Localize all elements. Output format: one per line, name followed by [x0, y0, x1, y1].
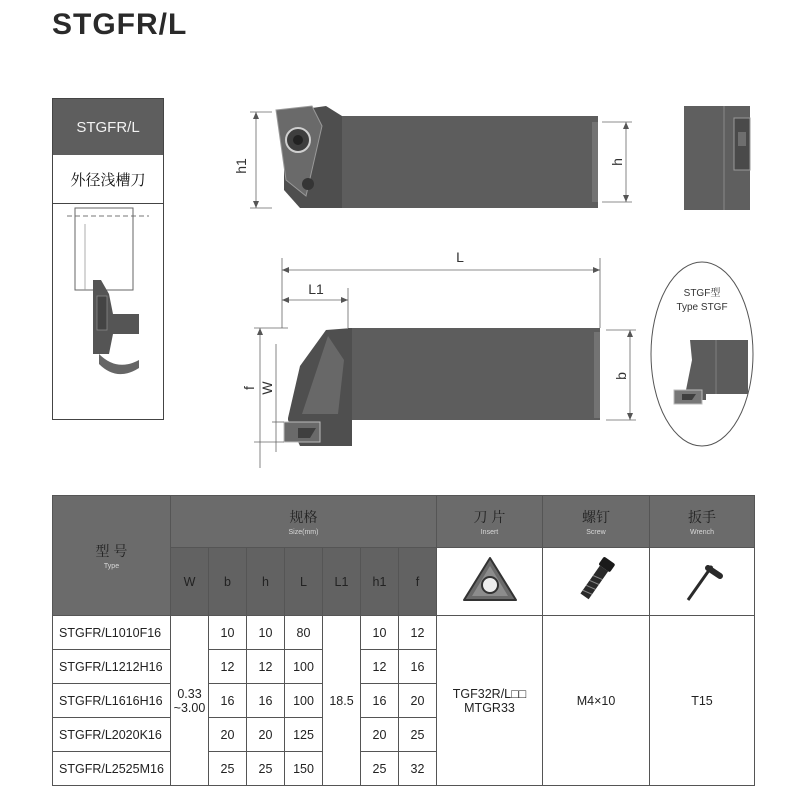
header-wrench: 扳手 Wrench: [650, 496, 755, 548]
tool-info-card: [52, 98, 164, 420]
screw-icon: [566, 554, 626, 606]
header-insert: 刀 片 Insert: [437, 496, 543, 548]
row-L: 100: [285, 684, 323, 718]
row-model: STGFR/L1212H16: [53, 650, 171, 684]
callout-type-cn: STGF型: [683, 288, 721, 299]
row-h: 10: [247, 616, 285, 650]
row-model: STGFR/L1616H16: [53, 684, 171, 718]
dim-f-label: f: [241, 386, 257, 390]
row-f: 32: [399, 752, 437, 786]
insert-value: TGF32R/L□□ MTGR33: [437, 616, 543, 786]
tool-top-view: [240, 238, 650, 473]
dim-h1-label: h1: [233, 158, 249, 174]
row-L1-value: 18.5: [323, 616, 361, 786]
col-W: W: [171, 548, 209, 616]
application-sketch: [53, 204, 163, 420]
row-b: 16: [209, 684, 247, 718]
row-h1: 20: [361, 718, 399, 752]
callout-type-en: Type STGF: [676, 302, 728, 313]
row-h1: 10: [361, 616, 399, 650]
row-model: STGFR/L1010F16: [53, 616, 171, 650]
wrench-value: T15: [650, 616, 755, 786]
col-L: L: [285, 548, 323, 616]
row-W-value: 0.33 ~3.00: [171, 616, 209, 786]
row-h: 20: [247, 718, 285, 752]
insert-icon: [460, 554, 520, 606]
row-L: 80: [285, 616, 323, 650]
insert-image: [437, 548, 543, 616]
row-h1: 12: [361, 650, 399, 684]
row-h1: 25: [361, 752, 399, 786]
row-h1: 16: [361, 684, 399, 718]
screw-image: [543, 548, 650, 616]
row-b: 10: [209, 616, 247, 650]
row-h: 25: [247, 752, 285, 786]
screw-value: M4×10: [543, 616, 650, 786]
row-f: 25: [399, 718, 437, 752]
dim-L-label: L: [456, 249, 464, 265]
tool-side-view: [230, 100, 650, 220]
dim-h-label: h: [609, 158, 625, 166]
dim-L1-label: L1: [308, 281, 324, 297]
wrench-icon: [672, 554, 732, 606]
col-b: b: [209, 548, 247, 616]
col-h1: h1: [361, 548, 399, 616]
header-size: 规格 Size(mm): [171, 496, 437, 548]
row-b: 12: [209, 650, 247, 684]
row-f: 20: [399, 684, 437, 718]
table-row: [53, 616, 755, 650]
row-b: 25: [209, 752, 247, 786]
wrench-image: [650, 548, 755, 616]
row-L: 100: [285, 650, 323, 684]
card-name: 外径浅槽刀: [53, 155, 163, 204]
row-f: 16: [399, 650, 437, 684]
dim-b-label: b: [613, 372, 629, 380]
header-screw: 螺钉 Screw: [543, 496, 650, 548]
spec-table: [52, 495, 755, 786]
dim-W-label: W: [259, 381, 275, 395]
row-model: STGFR/L2525M16: [53, 752, 171, 786]
row-h: 16: [247, 684, 285, 718]
row-h: 12: [247, 650, 285, 684]
row-f: 12: [399, 616, 437, 650]
col-h: h: [247, 548, 285, 616]
row-L: 150: [285, 752, 323, 786]
header-type: 型 号 Type: [53, 496, 171, 616]
type-callout: [650, 260, 755, 450]
row-b: 20: [209, 718, 247, 752]
row-model: STGFR/L2020K16: [53, 718, 171, 752]
tool-end-view: [684, 102, 754, 212]
row-L: 125: [285, 718, 323, 752]
col-f: f: [399, 548, 437, 616]
col-L1: L1: [323, 548, 361, 616]
card-code: STGFR/L: [53, 99, 163, 155]
page-title: STGFR/L: [52, 8, 188, 41]
